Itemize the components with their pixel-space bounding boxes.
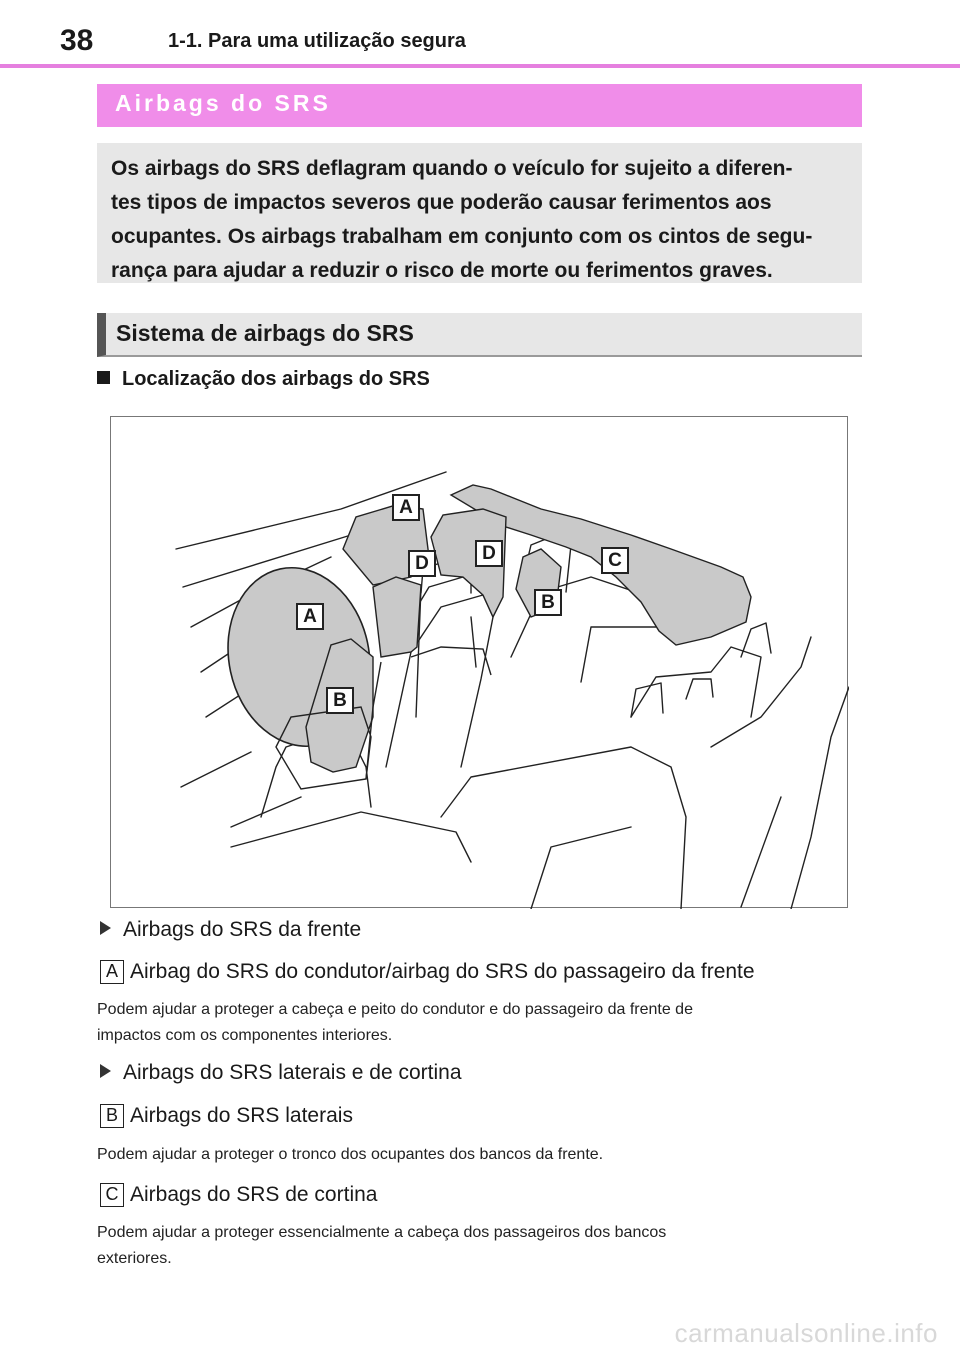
desc-line: Podem ajudar a proteger a cabeça e peito do condutor e do passageiro da frente de: [97, 1001, 693, 1018]
desc-line: exteriores.: [97, 1250, 172, 1267]
intro-line: Os airbags do SRS deflagram quando o veículo for sujeito a diferen-: [111, 157, 793, 180]
intro-line: ocupantes. Os airbags trabalham em conjunto com os cintos de segu-: [111, 225, 813, 248]
label-box-c: C: [100, 1183, 124, 1207]
desc-line: Podem ajudar a proteger o tronco dos ocupantes dos bancos da frente.: [97, 1146, 604, 1163]
callout-b-left: B: [326, 687, 354, 714]
item-c-description: [97, 1220, 867, 1272]
section-title: Airbags do SRS: [115, 90, 331, 116]
item-b: [100, 1104, 353, 1128]
page-number: 38: [60, 24, 94, 57]
chapter-title: 1-1. Para uma utilização segura: [168, 30, 466, 52]
intro-line: tes tipos de impactos severos que poderão causar ferimentos aos: [111, 191, 772, 214]
desc-line: impactos com os componentes interiores.: [97, 1027, 393, 1044]
item-a-label: Airbag do SRS do condutor/airbag do SRS do passageiro da frente: [130, 960, 755, 983]
callout-a-left: A: [296, 603, 324, 630]
item-b-label: Airbags do SRS laterais: [130, 1104, 353, 1127]
label-box-a: A: [100, 960, 124, 984]
item-c: [100, 1183, 377, 1207]
side-curtain-heading-text: Airbags do SRS laterais e de cortina: [123, 1061, 462, 1084]
section-banner: [97, 84, 862, 127]
desc-line: Podem ajudar a proteger essencialmente a cabeça dos passageiros dos bancos: [97, 1224, 667, 1241]
callout-c: C: [601, 547, 629, 574]
item-c-label: Airbags do SRS de cortina: [130, 1183, 378, 1206]
location-heading-text: Localização dos airbags do SRS: [122, 368, 430, 390]
airbag-location-figure: [110, 416, 848, 908]
label-box-b: B: [100, 1104, 124, 1128]
arrow-bullet-icon: [100, 1064, 111, 1078]
square-bullet-icon: [97, 371, 110, 384]
item-a-description: [97, 997, 867, 1049]
header-rule: [0, 64, 960, 68]
car-interior-illustration: [111, 417, 849, 909]
subsection-banner: [97, 313, 862, 357]
side-curtain-heading: [100, 1061, 462, 1085]
callout-b-right: B: [534, 589, 562, 616]
location-heading: [97, 368, 430, 391]
front-airbags-heading-text: Airbags do SRS da frente: [123, 918, 362, 941]
intro-line: rança para ajudar a reduzir o risco de morte ou ferimentos graves.: [111, 259, 773, 282]
item-a: [100, 960, 755, 984]
item-b-description: [97, 1142, 867, 1168]
callout-a-top: A: [392, 494, 420, 521]
arrow-bullet-icon: [100, 921, 111, 935]
watermark: carmanualsonline.info: [674, 1318, 938, 1348]
callout-d-right: D: [475, 540, 503, 567]
intro-box: [97, 143, 862, 283]
subsection-title: Sistema de airbags do SRS: [116, 320, 414, 346]
callout-d-left: D: [408, 550, 436, 577]
front-airbags-heading: [100, 918, 361, 942]
